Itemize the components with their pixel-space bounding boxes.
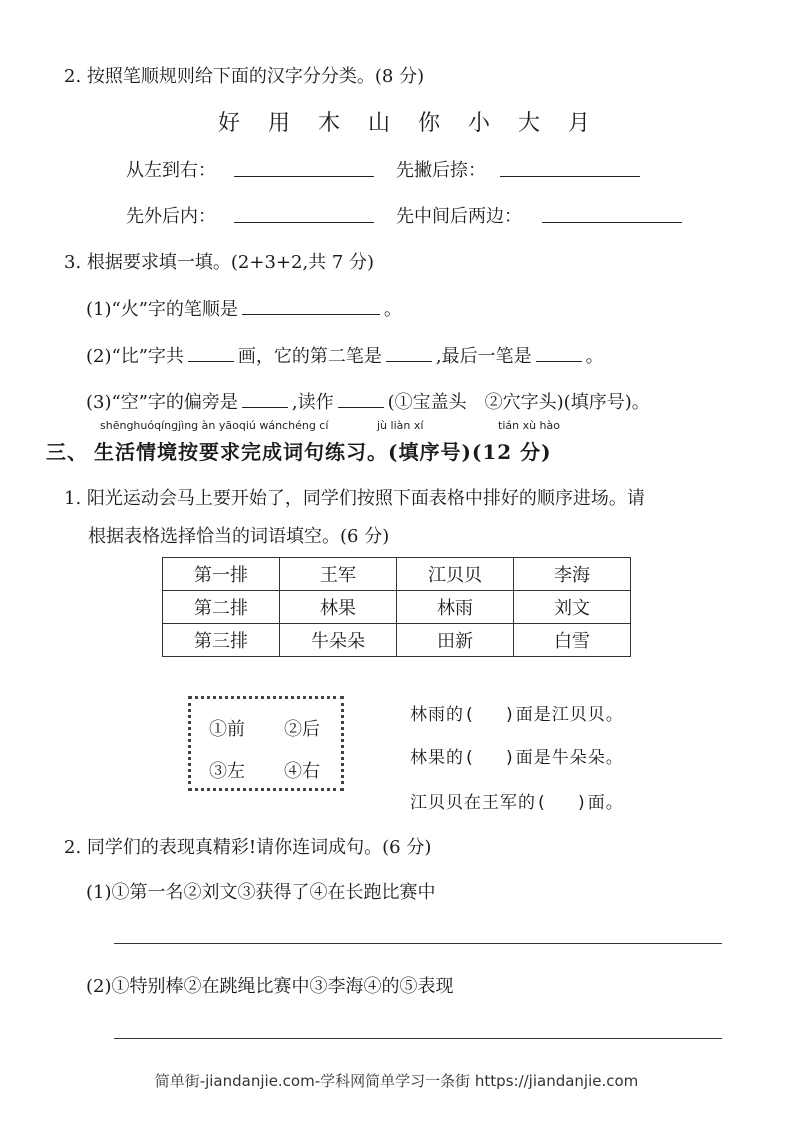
s3q2-item-1: (1)①第一名②刘文③获得了④在长跑比赛中 xyxy=(86,882,436,903)
char: 月 xyxy=(568,111,592,136)
fill-sentence-3[interactable]: 江贝贝在王军的( )面。 xyxy=(410,793,624,813)
table-cell: 田新 xyxy=(397,624,514,657)
item-text: (1)“火”字的笔顺是 xyxy=(86,299,238,320)
answer-blank[interactable] xyxy=(338,389,384,408)
answer-blank[interactable] xyxy=(242,296,380,315)
item-text: 。 xyxy=(383,299,402,320)
s3q2-item-2: (2)①特别棒②在跳绳比赛中③李海④的⑤表现 xyxy=(86,976,454,997)
label-text: 先中间后两边： xyxy=(396,206,522,227)
section-number: 三、 xyxy=(46,440,88,464)
option-right: ④右 xyxy=(284,761,320,782)
char: 木 xyxy=(318,111,342,136)
q3-item-1 xyxy=(86,295,402,321)
answer-line[interactable] xyxy=(114,1038,722,1039)
q2-label-middle-sides xyxy=(396,202,522,228)
pinyin-line-1: shēnghuóqíngjìng àn yāoqiú wánchéng cí xyxy=(100,419,329,432)
section-title: 生活情境按要求完成词句练习。(填序号)(12 分) xyxy=(94,440,552,464)
q2-title: 2. 按照笔顺规则给下面的汉字分分类。(8 分) xyxy=(64,66,425,87)
options-box xyxy=(188,696,344,791)
item-text: (3)“空”字的偏旁是 xyxy=(86,392,238,413)
item-text: 。 xyxy=(585,346,604,367)
char: 好 xyxy=(218,111,242,136)
char: 小 xyxy=(468,111,492,136)
char: 用 xyxy=(268,111,292,136)
pinyin-line-3: tián xù hào xyxy=(498,419,560,432)
table-cell: 白雪 xyxy=(514,624,631,657)
fill-sentence-2[interactable]: 林果的( )面是牛朵朵。 xyxy=(410,748,624,768)
item-text: (2)“比”字共 xyxy=(86,346,184,367)
table-cell: 江贝贝 xyxy=(397,558,514,591)
answer-blank[interactable] xyxy=(536,343,582,362)
table-cell: 王军 xyxy=(280,558,397,591)
char: 你 xyxy=(418,111,442,136)
table-cell: 第一排 xyxy=(163,558,280,591)
page-footer: 简单街-jiandanjie.com-学科网简单学习一条街 https://jiandanjie.com xyxy=(154,1072,639,1090)
table-cell: 牛朵朵 xyxy=(280,624,397,657)
char: 大 xyxy=(518,111,542,136)
q3-item-3 xyxy=(86,388,650,414)
section-heading xyxy=(46,436,552,465)
label-text: 先外后内： xyxy=(126,206,216,227)
answer-blank[interactable] xyxy=(386,343,432,362)
q2-label-pie-na xyxy=(396,156,486,182)
q2-characters xyxy=(218,106,618,137)
option-back: ②后 xyxy=(284,719,320,740)
q2-label-outer-inner xyxy=(126,202,216,228)
item-text: ,最后一笔是 xyxy=(435,346,532,367)
fill-sentence-1[interactable]: 林雨的( )面是江贝贝。 xyxy=(410,705,624,725)
answer-line[interactable] xyxy=(114,943,722,944)
item-text: 画，它的第二笔是 xyxy=(237,346,382,367)
table-cell: 刘文 xyxy=(514,591,631,624)
table-cell: 林果 xyxy=(280,591,397,624)
table-cell: 第二排 xyxy=(163,591,280,624)
item-text: (①宝盖头 ②穴字头)(填序号)。 xyxy=(387,392,650,413)
q3-title: 3. 根据要求填一填。(2+3+2,共 7 分) xyxy=(64,252,375,273)
s3q1-line-2: 根据表格选择恰当的词语填空。(6 分) xyxy=(88,526,390,547)
char: 山 xyxy=(368,111,392,136)
s3q1-line-1: 1. 阳光运动会马上要开始了，同学们按照下面表格中排好的顺序进场。请 xyxy=(64,488,645,509)
answer-blank[interactable] xyxy=(242,389,288,408)
option-left: ③左 xyxy=(209,761,245,782)
q2-label-left-right xyxy=(126,156,216,182)
seating-table xyxy=(162,557,631,657)
table-cell: 林雨 xyxy=(397,591,514,624)
s3q2-title: 2. 同学们的表现真精彩!请你连词成句。(6 分) xyxy=(64,837,432,858)
table-cell: 第三排 xyxy=(163,624,280,657)
q3-item-2 xyxy=(86,342,604,368)
option-front: ①前 xyxy=(209,719,245,740)
table-cell: 李海 xyxy=(514,558,631,591)
label-text: 先撇后捺： xyxy=(396,160,486,181)
table-row xyxy=(163,591,631,624)
answer-blank[interactable] xyxy=(188,343,234,362)
answer-blank[interactable] xyxy=(542,206,682,223)
item-text: ,读作 xyxy=(291,392,334,413)
answer-blank[interactable] xyxy=(234,206,374,223)
table-row xyxy=(163,558,631,591)
table-row xyxy=(163,624,631,657)
answer-blank[interactable] xyxy=(500,160,640,177)
label-text: 从左到右： xyxy=(126,160,216,181)
pinyin-line-2: jù liàn xí xyxy=(377,419,424,432)
answer-blank[interactable] xyxy=(234,160,374,177)
